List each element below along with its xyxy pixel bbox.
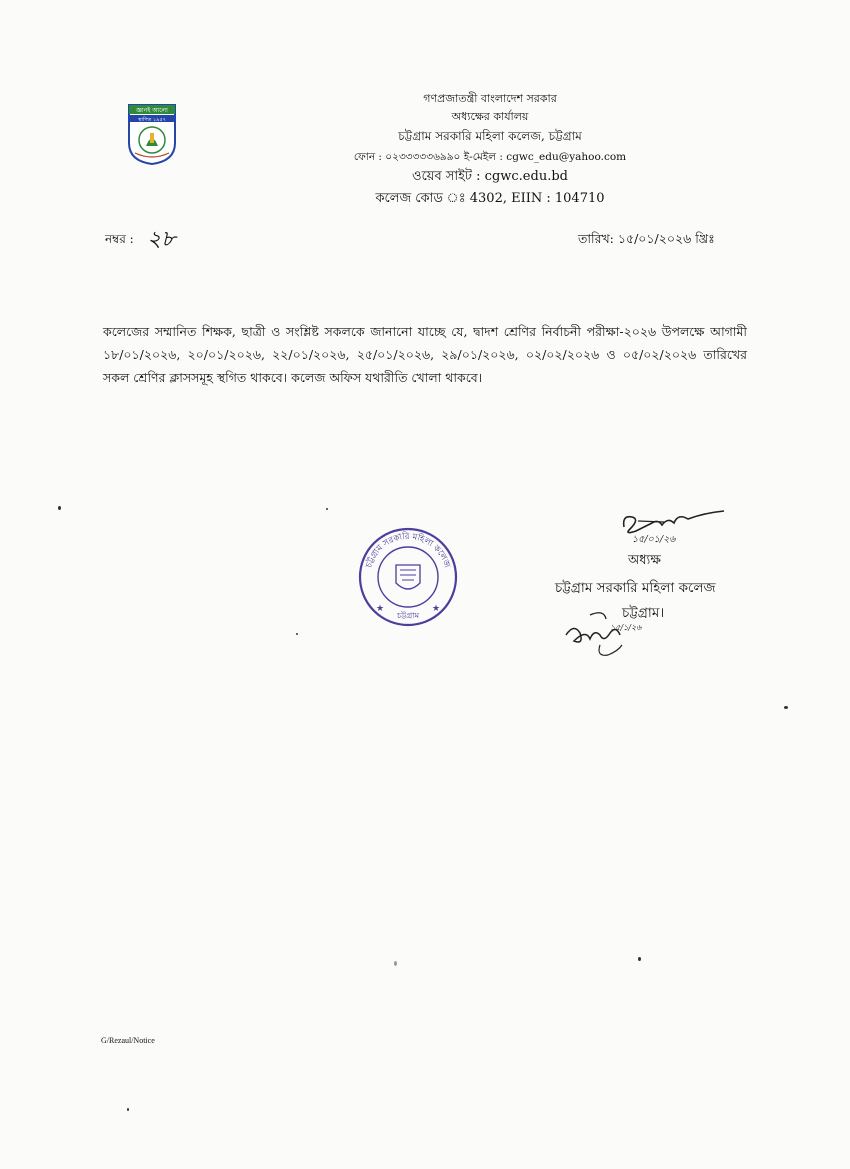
header-contact: ফোন : ০২৩৩৩৩৩৬৯৯০ ই-মেইল : cgwc_edu@yahoo.com (353, 151, 627, 163)
header-government: গণপ্রজাতন্ত্রী বাংলাদেশ সরকার (423, 92, 557, 105)
header-college: চট্টগ্রাম সরকারি মহিলা কলেজ, চট্টগ্রাম (398, 129, 582, 143)
scan-speck (296, 633, 298, 635)
college-logo (127, 103, 177, 165)
college-seal (356, 525, 460, 629)
issue-date: তারিখ: ১৫/০১/২০২৬ খ্রিঃ (578, 231, 715, 246)
signature-date: ১৫/০১/২৬ (632, 534, 676, 545)
logo-banner-text: জ্ঞানই আলো (136, 107, 168, 114)
signatory-organization: চট্টগ্রাম সরকারি মহিলা কলেজ (555, 580, 716, 596)
memo-number: ২৮ (147, 227, 176, 252)
svg-text:★: ★ (431, 604, 441, 614)
notice-body: কলেজের সম্মানিত শিক্ষক, ছাত্রী ও সংশ্লিষ্ট সকলকে জানানো যাচ্ছে যে, দ্বাদশ শ্রেণির নির্বাচনী পরীক্ষা-২০২৬ উপলক্ষে আগামী ১৮/০১/২০২৬, ২০/০১/২০২৬, ২২/০১/২০২৬, ২৫/০১/২০২৬, ২৯/০১/২০২৬, ০২/০২/২০২৬ ও ০৫/০২/২০২৬ তারিখের সকল শ্রেণির ক্লাসসমূহ স্থগিত থাকবে। কলেজ অফিস যথারীতি খোলা থাকবে। (103, 324, 747, 385)
header-codes: কলেজ কোড ঃ 4302, EIIN : 104710 (375, 191, 605, 206)
svg-text:★: ★ (375, 604, 385, 614)
header-office: অধ্যক্ষের কার্যালয় (451, 110, 529, 123)
scan-speck (394, 961, 397, 966)
scan-speck (127, 1108, 129, 1111)
footer-reference: G/Rezaul/Notice (101, 1036, 155, 1045)
header-website: ওয়েব সাইট : cgwc.edu.bd (412, 169, 568, 184)
scan-speck (784, 706, 788, 709)
memo-label: নম্বর : (105, 232, 134, 246)
scan-speck (638, 957, 641, 961)
seal-bottom-text: চট্টগ্রাম (396, 611, 420, 620)
seal-ring-text: চট্টগ্রাম সরকারি মহিলা কলেজ (364, 531, 452, 570)
scan-speck (58, 506, 61, 510)
initials-date: ১৫/১/২৬ (610, 623, 642, 632)
signatory-city: চট্টগ্রাম। (622, 605, 665, 621)
logo-founded-text: স্থাপিত ১৯৫৭ (138, 117, 166, 123)
scan-speck (326, 508, 328, 510)
signatory-title: অধ্যক্ষ (628, 553, 661, 568)
